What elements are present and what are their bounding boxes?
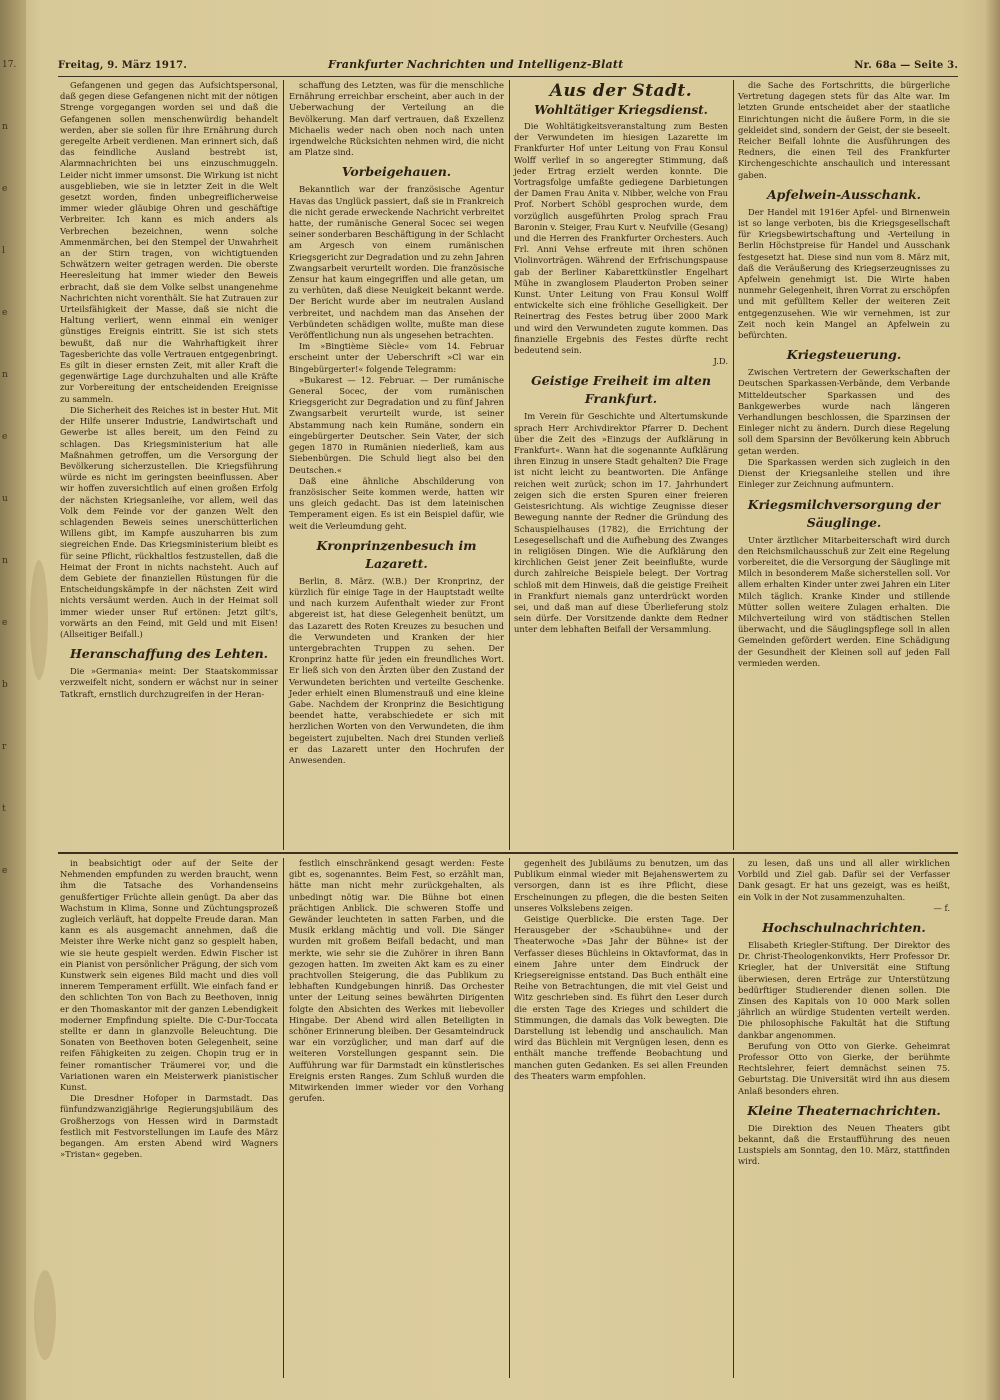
- article-text: Elisabeth Kriegler-Stiftung. Der Direktor des Dr. Christ-Theologenkonvikts, Herr Professor Dr. Kriegler, hat der Universität eine Stiftung überwiesen, deren Erträge zur Unterstützung bedürftiger Studierender dienen sollen. Die Zinsen des Kapitals von 10 000 Mark sollen jährlich an würdige Studenten verteilt werden. Die philosophische Fakultät hat die Stiftung dankbar angenommen.: [738, 940, 953, 1040]
- article-headline: Vorbeigehauen.: [341, 164, 452, 180]
- article-headline: Geistige Freiheit im alten Frankfurt.: [531, 373, 711, 407]
- stub-fragment: b: [2, 680, 8, 690]
- article-text: in beabsichtigt oder auf der Seite der Nehmenden empfunden zu werden braucht, wenn ihm die Tatsache des Vorhandenseins genußfertiger Früchte allein genügt. Da aber das Wachstum in Klima, Sonne und Züchtungsprozeß zugleich verläuft, hat doppelte Freude daran. Man kann es als ausgemacht annehmen, daß die Meister ihre Werke nicht ganz so gespielt haben, wie sie heute gespielt werden. Edwin Fischer ist ein Pianist von persönlicher Prägung, der sich vom Kunstwerk sein eigenes Bild macht und dies voll innerem Temperament erfüllt. Wie einfach fand er den schlichten Ton von Bach zu Beethoven, innig er den Thomaskantor mit der ganzen Lebendigkeit moderner Empfindung spielte. Die C-Dur-Toccata stellte er dann in glanzvolle Beleuchtung. Die Sonaten von Beethoven boten Gelegenheit, seine reifen Fähigkeiten zu zeigen. Chopin trug er in feiner romantischer Träumerei vor, und die Variationen waren ein Meisterwerk pianistischer Kunst.: [60, 858, 281, 1093]
- article-headline: Kleine Theaternachrichten.: [747, 1102, 941, 1118]
- article-headline: Heranschaffung des Lehten.: [69, 646, 269, 662]
- stub-fragment: u: [2, 494, 8, 504]
- header-issue: Nr. 68a — Seite 3.: [854, 60, 958, 71]
- article-text: Die »Germania« meint: Der Staatskommissar verzweifelt nicht, sondern er wächst nur in seiner Tatkraft, ernstlich durchzugreifen in der Heran-: [60, 666, 281, 699]
- article-text: Daß eine ähnliche Abschilderung von französischer Seite kommen werde, hatten wir uns gleich gedacht. Das ist dem lateinischen Temperament eigen. Es ist ein Beispiel dafür, wie weit die Verleumdung geht.: [289, 475, 507, 531]
- article-text: gegenheit des Jubiläums zu benutzen, um das Publikum einmal wieder mit Bejahenswertem zu versorgen, dann ist es ihre Pflicht, diese Erscheinungen zu pflegen, die die besten Seiten unseres Volkslebens zeigen.: [514, 858, 731, 913]
- article-signature: — f.: [933, 902, 950, 913]
- article-text: Gefangenen und gegen das Aufsichtspersonal, daß gegen diese Gefangenen nicht mit der nötigen Strenge vorgegangen worden sei und daß die Gefangenen sollen menschenwürdig behandelt werden, aber sie sollen für ihre Ernährung durch geregelte Arbeit verdienen. Man erinnert sich, daß das feindliche Ausland bestrebt ist, Alarmnachrichten bei uns einzuschmuggeln. Leider nicht immer umsonst. Die Wirkung ist nicht ausgeblieben, wie sie in letzter Zeit in die Welt gesetzt worden, finden unbegreiflicherweise immer wieder gläubige Ohren und geschäftige Verbreiter. Ich kann es mich anders als Verbrechen bezeichnen, wenn solche Ammenmärchen, bei den Stempel der Unwahrheit an der Stirn tragen, von wichtigtuenden Schwätzern weiter getragen werden. Die oberste Heeresleitung hat immer wieder den Beweis erbracht, daß sie dem Volke selbst unangenehme Nachrichten nicht vorenthält. Sie hat Zutrauen zur Urteilsfähigkeit der Masse, daß sie nicht die Haltung verliert, wenn einmal ein weniger günstiges Ereignis eintritt. Sie ist sich stets bewußt, daß nur die Wahrhaftigkeit ihrer Tagesberichte das volle Vertrauen entgegenbringt. Es gilt in dieser ernsten Zeit, mit aller Kraft die gegenwärtige Lage durchzuhalten und alle Kräfte zur Vorbereitung der entscheidenden Ereignisse zu sammeln.: [60, 80, 281, 404]
- stub-fragment: l: [2, 246, 5, 256]
- column-rule: [733, 858, 734, 1378]
- article-headline: Apfelwein-Ausschank.: [766, 186, 922, 202]
- column-rule: [283, 80, 284, 850]
- header-rule: [58, 76, 958, 77]
- lower-column-2: [289, 858, 507, 1378]
- article-headline: Kriegsmilchversorgung der Säuglinge.: [747, 496, 941, 530]
- stub-fragment: t: [2, 804, 6, 814]
- header-masthead: Frankfurter Nachrichten und Intelligenz-Blatt: [328, 58, 624, 71]
- stub-fragment: n: [2, 370, 8, 380]
- article-text: Die Dresdner Hofoper in Darmstadt. Das fünfundzwanzigjährige Regierungsjubiläum des Großherzogs von Hessen wird in Darmstadt festlich mit Festvorstellungen im Laufe des März begangen. Am ersten Abend wird Wagners »Tristan« gegeben.: [60, 1093, 281, 1160]
- feuilleton-rule: [58, 852, 958, 854]
- column-4: [738, 80, 953, 850]
- article-text: Berlin, 8. März. (W.B.) Der Kronprinz, der kürzlich für einige Tage in der Hauptstadt weilte und nach kurzem Aufenthalt wieder zur Front abgereist ist, hat diese Gelegenheit benützt, um das Lazarett des Roten Kreuzes zu besuchen und die Verwundeten und Kranken der hier untergebrachten Truppen zu sehen. Der Kronprinz hatte für jeden ein freundliches Wort. Er ließ sich von den Ärzten über den Zustand der Verwundeten berichten und verteilte Geschenke. Jeder erhielt einen Blumenstrauß und eine kleine Gabe. Nachdem der Kronprinz die Besichtigung beendet hatte, verabschiedete er sich mit herzlichen Worten von den Verwundeten, die ihm begeistert zujubelten. Nach drei Stunden verließ er das Lazarett unter den Hochrufen der Anwesenden.: [289, 575, 507, 765]
- article-text: schaffung des Letzten, was für die menschliche Ernährung erreichbar erscheint, aber auch in der Ueberwachung der Verteilung an die Bevölkerung. Man darf vertrauen, daß Exzellenz Michaelis weder nach oben noch nach unten irgendwelche Rücksichten nehmen wird, die nicht am Platze sind.: [289, 80, 507, 158]
- article-text: Bekanntlich war der französische Agentur Havas das Unglück passiert, daß sie in Frankreich die nicht gerade erweckende Nachricht verbreitet hatte, der rumänische General Socec sei wegen seiner sonderbaren Beschäftigung in der Schlacht am Argesch von einem rumänischen Kriegsgericht zur Degradation und zu zehn Jahren Zwangsarbeit verurteilt worden. Die französische Zensur hat kaum eingegriffen und alle getan, um zu verhüten, daß diese Neuigkeit bekannt werde. Der Bericht wurde aber im neutralen Ausland verbreitet, und nachdem man das Ansehen der Verbündeten schädigen wollte, mußte man diese Veröffentlichung nun als ungesehen betrachten.: [289, 184, 507, 341]
- article-text: Unter ärztlicher Mitarbeiterschaft wird durch den Reichsmilchausschuß zur Zeit eine Regelung vorbereitet, die die Versorgung der Säuglinge mit Milch in besonderem Maße sicherstellen soll. Vor allem erhalten Kinder unter zwei Jahren ein Liter Milch täglich. Kranke Kinder und stillende Mütter sollen weitere Zulagen erhalten. Die Milchverteilung wird von städtischen Stellen überwacht, und die Säuglingspflege soll in allen Gemeinden gefördert werden. Eine Schädigung der Gesundheit der Kleinen soll auf jeden Fall vermieden werden.: [738, 534, 953, 668]
- article-text: Geistige Querblicke. Die ersten Tage. Der Herausgeber der »Schaubühne« und der Theaterwoche »Das Jahr der Bühne« ist der Verfasser dieses Büchleins in Oktavformat, das in einem Jahre unter dem Eindruck der Kriegsereignisse entstand. Das Buch enthält eine Reihe von Betrachtungen, die mit viel Geist und Witz geschrieben sind. Es führt den Leser durch die ersten Tage des Krieges und schildert die Stimmungen, die damals das Volk bewegten. Die Darstellung ist lebendig und anschaulich. Man wird das Büchlein mit Vergnügen lesen, denn es enthält manche treffende Beobachtung und manchen guten Gedanken. Es sei allen Freunden des Theaters warm empfohlen.: [514, 914, 731, 1081]
- column-2: [289, 80, 507, 850]
- article-headline: Hochschulnachrichten.: [762, 920, 926, 936]
- article-text: »Bukarest — 12. Februar. — Der rumänische General Socec, der vom rumänischen Kriegsgericht zur Degradation und zu fünf Jahren Zwangsarbeit verurteilt wurde, ist seiner Abstammung nach kein Rumäne, sondern ein eingebürgerter Deutscher. Sein Vater, der sich gegen 1870 in Rumänien niederließ, kam aus Siebenbürgen. Die Schuld liegt also bei den Deutschen.«: [289, 374, 507, 475]
- article-text: zu lesen, daß uns und all aller wirklichen Vorbild und Ziel gab. Dafür sei der Verfasser Dank gesagt. Er hat uns gezeigt, was es heißt, ein Volk in der Not zusammenzuhalten.: [738, 858, 953, 902]
- article-headline: Wohltätiger Kriegsdienst.: [534, 103, 708, 117]
- paper-stain: [30, 560, 48, 680]
- column-3: [514, 80, 731, 850]
- paper-stain: [34, 1270, 56, 1360]
- section-headline: Aus der Stadt.: [549, 81, 693, 101]
- stub-fragment: e: [2, 618, 8, 628]
- article-text: festlich einschränkend gesagt werden: Feste gibt es, sogenanntes. Beim Fest, so erzählt man, hätte man nicht mehr zurückgehalten, als unbedingt nötig war. Die Bühne bot einen prächtigen Anblick. Die schweren Stoffe und Gewänder leuchteten in satten Farben, und die Musik erklang mächtig und voll. Die Sänger wurden mit großem Beifall bedacht, und man merkte, wie sehr sie die Zuhörer in ihren Bann gezogen hatten. Im zweiten Akt kam es zu einer prachtvollen Steigerung, die das Publikum zu lebhaften Kundgebungen hinriß. Das Orchester unter der Leitung seines bewährten Dirigenten folgte den Absichten des Werkes mit liebevoller Hingabe. Der Abend wird allen Beteiligten in schöner Erinnerung bleiben. Der Gesamteindruck war ein vorzüglicher, und man darf auf die weiteren Vorstellungen gespannt sein. Die Aufführung war für Darmstadt ein künstlerisches Ereignis ersten Ranges. Zum Schluß wurden die Mitwirkenden immer wieder vor den Vorhang gerufen.: [289, 858, 507, 1104]
- article-text: Im »Bingtième Siècle« vom 14. Februar erscheint unter der Ueberschrift »Cl war ein Bingebürgerter!« folgende Telegramm:: [289, 341, 507, 374]
- column-rule: [509, 858, 510, 1378]
- column-rule: [283, 858, 284, 1378]
- stub-fragment: r: [2, 742, 7, 752]
- article-text: Die Sparkassen werden sich zugleich in den Dienst der Kriegsanleihe stellen und ihre Einleger zur Zeichnung aufmuntern.: [738, 456, 953, 490]
- column-rule: [509, 80, 510, 850]
- header-date: Freitag, 9. März 1917.: [58, 60, 188, 71]
- stub-fragment: e: [2, 432, 8, 442]
- article-text: Die Sicherheit des Reiches ist in bester Hut. Mit der Hilfe unserer Industrie, Landwirtschaft und Gewerbe ist alles bereit, um den Feind zu schlagen. Das Kriegsministerium hat alle Maßnahmen getroffen, um die Versorgung der Bevölkerung sicherzustellen. Die Kriegsführung würde es nicht im geringsten beeinflussen. Aber wir hoffen zuversichtlich auf einen großen Erfolg der nächsten Kriegsanleihe, vor allem, weil das Volk dem Feinde vor der ganzen Welt den schlagenden Beweis seines unerschütterlichen Willens gibt, im Kampfe auszuharren bis zum siegreichen Ende. Das Kriegsministerium bleibt es für seine Pflicht, rückhaltlos festzustellen, daß die Heimat der Front in nichts nachsteht. Auch auf dem Gebiete der finanziellen Rüstungen für die Entscheidungskämpfe in der nächsten Zeit wird nichts versäumt werden. Auch in der Heimat soll immer wieder unser Ruf ertönen: Jetzt gilt's, vorwärts an den Feind, mit Geld und mit Eisen! (Allseitiger Beifall.): [60, 404, 281, 639]
- right-page-edge: [986, 0, 1000, 1400]
- article-text: Im Verein für Geschichte und Altertumskunde sprach Herr Archivdirektor Pfarrer D. Dechent über die Zeit des »Einzugs der Aufklärung in Frankfurt«. Wann hat die sogenannte Aufklärung ihren Einzug in unsere Stadt gehalten? Die Frage ist nicht leicht zu beantworten. Die Anfänge reichen weit zurück; schon im 17. Jahrhundert zeigen sich die ersten Spuren einer freieren Geistesrichtung. Als wichtige Zeugnisse dieser Bewegung nannte der Redner die Gründung des Schauspielhauses (1782), die Errichtung der Lesegesellschaft und die Aufhebung des Zwanges in religiösen Dingen. Wie die Aufklärung den kirchlichen Geist jener Zeit beeinflußte, wurde durch zahlreiche Beispiele belegt. Der Vortrag schloß mit dem Hinweis, daß die geistige Freiheit in Frankfurt niemals ganz unterdrückt worden sei, und daß man auf diese Überlieferung stolz sein dürfe. Der Vorsitzende dankte dem Redner unter dem lebhaften Beifall der Versammlung.: [514, 411, 731, 635]
- page-header: [58, 58, 958, 76]
- article-text: Zwischen Vertretern der Gewerkschaften der Deutschen Sparkassen-Verbände, dem Verbande Mitteldeutscher Sparkassen und des Bankgewerbes wurde nach längeren Verhandlungen beschlossen, die Sparzinsen der Einleger nicht zu ändern. Durch diese Regelung soll dem Sparsinn der Bevölkerung kein Abbruch getan werden.: [738, 367, 953, 456]
- lower-column-4: [738, 858, 953, 1378]
- article-text: Die Direktion des Neuen Theaters gibt bekannt, daß die Erstaufführung des neuen Lustspiels am Sonntag, den 10. März, stattfinden wird.: [738, 1122, 953, 1167]
- article-headline: Kriegsteuerung.: [786, 347, 902, 363]
- left-page-edge: [0, 0, 26, 1400]
- article-text: Berufung von Otto von Gierke. Geheimrat Professor Otto von Gierke, der berühmte Rechtslehrer, feiert demnächst seinen 75. Geburtstag. Die Universität wird ihn aus diesem Anlaß besonders ehren.: [738, 1040, 953, 1096]
- column-1: [60, 80, 281, 850]
- article-text: Der Handel mit 1916er Apfel- und Birnenwein ist so lange verboten, bis die Kriegsgesellschaft für Kriegsbewirtschaftung und -Verteilung in Berlin Höchstpreise für Handel und Ausschank festgesetzt hat. Diese sind nun vom 8. März mit, daß die Veräußerung des Kriegserzeugnisses zu Apfelwein genehmigt ist. Die Wirte haben nunmehr Gelegenheit, ihren Vorrat zu erschöpfen und mit gefülltem Keller der weiteren Zeit entgegenzusehen. Wie wir vernehmen, ist zur Zeit noch kein Mangel an Apfelwein zu befürchten.: [738, 206, 953, 341]
- stub-fragment: n: [2, 122, 8, 132]
- stub-fragment: e: [2, 308, 8, 318]
- article-text: die Sache des Fortschritts, die bürgerliche Vertretung dagegen stets für das Alte war. Im letzten Grunde entscheidet aber der staatliche Einrichtungen nicht die äußere Form, in die sie gekleidet sind, sondern der Geist, der sie beseelt. Reicher Beifall lohnte die Ausführungen des Redners, die einen Teil des Frankfurter Kirchengeschichte anschaulich und interessant gaben.: [738, 80, 953, 180]
- lower-column-1: [60, 858, 281, 1378]
- article-headline: Kronprinzenbesuch im Lazarett.: [316, 537, 477, 571]
- stub-fragment: e: [2, 866, 8, 876]
- stub-fragment: e: [2, 184, 8, 194]
- stub-fragment: n: [2, 556, 8, 566]
- article-text: Die Wohltätigkeitsveranstaltung zum Besten der Verwundeten im hiesigen Lazarette im Frankfurter Hof unter Leitung von Frau Konsul Wolff verlief in so angeregter Stimmung, daß jeder Ertrag erzielt werden konnte. Die Vortragsfolge umfaßte gediegene Darbietungen der Damen Frau Anita v. Nibber, welche von Frau Prof. Norbert Schöbl gesprochen wurde, dem vorzüglich ausgeführten Prolog sprach Frau Baronin v. Steiger, Frau Kurt v. Neufville (Gesang) und die Herren des Frankfurter Orchesters. Auch Frl. Anni Vehse erfreute mit ihren schönen Violinvorträgen. Während der Erfrischungspause gab der Berliner Kabarettkünstler Engelhart Mühe in zwanglosem Plauderton Proben seiner Kunst. Unter Leitung von Frau Konsul Wolff entwickelte sich eine fröhliche Geselligkeit. Der Reinertrag des Festes betrug über 2000 Mark und wird den Verwundeten zugute kommen. Das finanzielle Ergebnis des Festes dürfte recht bedeutend sein.: [514, 121, 731, 356]
- article-signature: J.D.: [713, 356, 728, 367]
- stub-fragment: 17.: [2, 60, 17, 70]
- lower-column-3: [514, 858, 731, 1378]
- column-rule: [733, 80, 734, 850]
